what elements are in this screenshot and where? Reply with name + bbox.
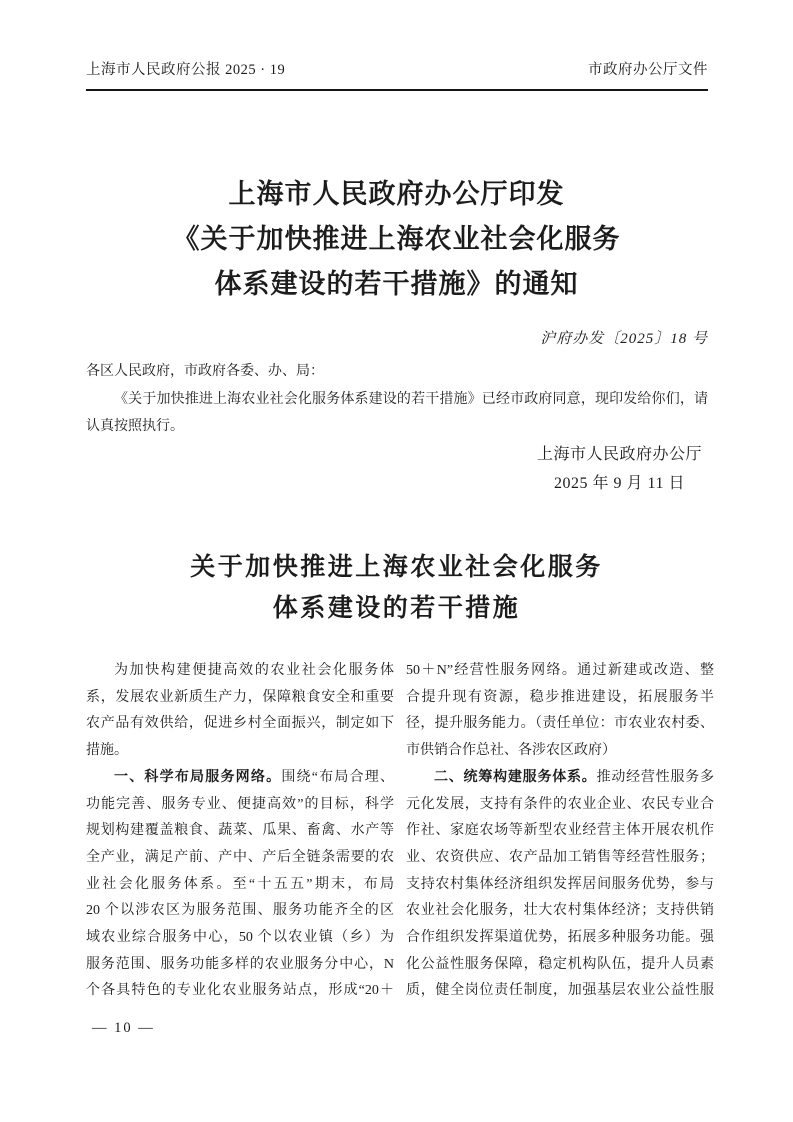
text-segment: 业、农资供应、农产品加工销售等经营性服务； xyxy=(406,849,714,865)
text-segment: 50＋N”经营性服务网络。通过新建或改造、整 xyxy=(406,663,714,678)
column-left xyxy=(86,658,394,1005)
text-line: 上海市人民政府办公厅印发 xyxy=(228,179,565,209)
text-segment: 一、科学布局服务网络。 xyxy=(114,769,282,785)
text-line xyxy=(406,685,714,712)
text-segment: 各区人民政府，市政府各委、办、局： xyxy=(86,364,324,379)
text-segment: 支持农村集体经济组织发挥居间服务优势，参与 xyxy=(406,876,714,892)
text-line xyxy=(86,738,394,765)
text-line xyxy=(86,845,394,872)
text-segment: 业社会化服务体系。至“十五五”期末，布局 xyxy=(86,876,394,892)
text-line xyxy=(86,711,394,738)
text-line xyxy=(406,711,714,738)
text-line xyxy=(406,872,714,899)
text-segment: 质，健全岗位责任制度，加强基层农业公益性服 xyxy=(406,983,714,999)
text-line xyxy=(406,738,714,765)
text-segment: 《关于加快推进上海农业社会化服务体系建设的若干措施》已经市政府同意，现印发给你们，请 xyxy=(114,391,708,407)
text-segment: 化公益性服务保障，稳定机构队伍，提升人员素 xyxy=(406,956,714,972)
text-line xyxy=(86,685,394,712)
text-line xyxy=(406,978,714,1005)
text-line xyxy=(86,978,394,1005)
text-line xyxy=(406,765,714,792)
signature-org: 上海市人民政府办公厅 xyxy=(536,446,702,463)
text-segment: 20 个以涉农区为服务范围、服务功能齐全的区 xyxy=(86,903,394,919)
text-segment: 合提升现有资源，稳步推进建设，拓展服务半 xyxy=(406,689,714,705)
header-divider xyxy=(86,89,708,91)
text-segment: 系，发展农业新质生产力，保障粮食安全和重要 xyxy=(86,689,394,705)
column-right xyxy=(406,658,714,1005)
text-segment: 为加快构建便捷高效的农业社会化服务体 xyxy=(114,663,394,678)
text-segment: 个各具特色的专业化农业服务站点，形成“20＋ xyxy=(86,983,394,999)
text-line xyxy=(406,898,714,925)
measures-columns xyxy=(86,658,714,1005)
text-line xyxy=(86,658,394,685)
text-line xyxy=(86,765,394,792)
signature-block xyxy=(537,441,702,498)
text-segment: 规划构建覆盖粮食、蔬菜、瓜果、畜禽、水产等 xyxy=(86,823,394,839)
text-segment: 作社、家庭农场等新型农业经营主体开展农机作 xyxy=(406,823,714,839)
text-segment: 服务范围、服务功能多样的农业服务分中心，N xyxy=(86,956,394,972)
text-line xyxy=(406,925,714,952)
text-line xyxy=(86,413,708,441)
measures-title xyxy=(0,547,793,629)
text-line xyxy=(406,792,714,819)
text-segment: 全产业，满足产前、产中、产后全链条需要的农 xyxy=(86,849,394,865)
text-segment: 市供销合作总社、各涉农区政府） xyxy=(406,743,616,759)
text-segment: 农业社会化服务，壮大农村集体经济；支持供销 xyxy=(406,903,714,919)
text-line xyxy=(86,872,394,899)
text-segment: 二、统筹构建服务体系。 xyxy=(434,769,597,785)
text-line xyxy=(86,925,394,952)
notice-body xyxy=(86,358,708,441)
text-line xyxy=(406,952,714,979)
text-segment: 域农业综合服务中心，50 个以农业镇（乡）为 xyxy=(86,930,394,946)
text-segment: 认真按照执行。 xyxy=(86,419,184,434)
text-segment: 围绕“布局合理、 xyxy=(281,769,394,785)
text-line xyxy=(406,818,714,845)
doc-number: 沪府办发〔2025〕18 号 xyxy=(540,331,708,347)
gazette-title: 上海市人民政府公报 2025 · 19 xyxy=(86,62,286,78)
text-line xyxy=(406,658,714,685)
doc-category: 市政府办公厅文件 xyxy=(588,62,708,78)
text-segment: 农产品有效供给，促进乡村全面振兴，制定如下 xyxy=(86,716,394,732)
notice-title xyxy=(0,172,793,307)
signature-date: 2025 年 9 月 11 日 xyxy=(554,474,685,492)
text-line: 体系建设的若干措施 xyxy=(272,595,521,622)
text-segment: 措施。 xyxy=(86,743,128,759)
text-segment: 功能完善、服务专业、便捷高效”的目标，科学 xyxy=(86,796,394,812)
text-line xyxy=(406,845,714,872)
text-segment: 元化发展，支持有条件的农业企业、农民专业合 xyxy=(406,796,714,812)
text-line xyxy=(86,898,394,925)
text-line xyxy=(86,818,394,845)
text-line xyxy=(86,358,708,386)
text-line xyxy=(86,952,394,979)
text-line: 体系建设的若干措施》的通知 xyxy=(214,269,579,299)
text-line xyxy=(86,386,708,414)
text-line: 关于加快推进上海农业社会化服务 xyxy=(190,554,603,581)
page-number: — 10 — xyxy=(92,1020,155,1036)
page-header xyxy=(86,60,708,80)
text-segment: 推动经营性服务多 xyxy=(596,769,715,785)
text-line xyxy=(86,792,394,819)
text-segment: 径，提升服务能力。（责任单位：市农业农村委、 xyxy=(406,716,714,732)
text-segment: 合作组织发挥渠道优势，拓展多种服务功能。强 xyxy=(406,930,714,946)
text-line: 《关于加快推进上海农业社会化服务 xyxy=(172,224,621,254)
